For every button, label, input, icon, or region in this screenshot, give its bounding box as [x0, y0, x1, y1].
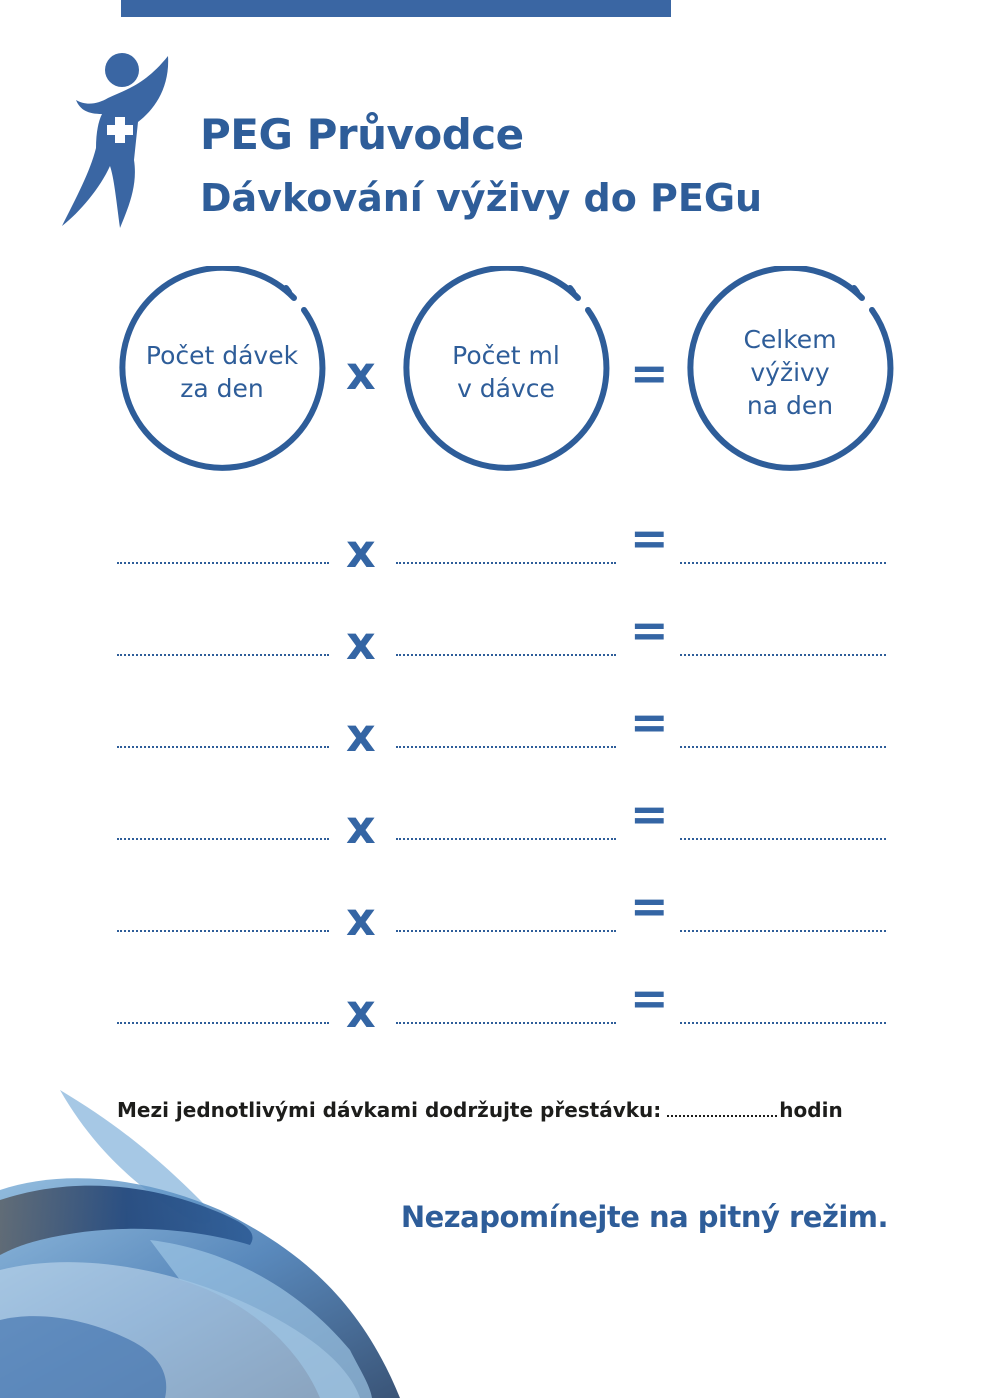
doses-field[interactable]	[117, 746, 329, 748]
doses-field[interactable]	[117, 930, 329, 932]
doses-per-day-label: Počet dávek za den	[145, 341, 299, 403]
doses-field[interactable]	[117, 1022, 329, 1024]
total-field[interactable]	[680, 746, 886, 748]
total-field[interactable]	[680, 562, 886, 564]
multiply-sign: x	[346, 984, 376, 1038]
equals-sign: =	[630, 511, 669, 565]
equals-sign: =	[630, 787, 669, 841]
equals-sign: =	[630, 879, 669, 933]
break-hours-field[interactable]	[667, 1115, 777, 1117]
multiply-sign: x	[346, 708, 376, 762]
ml-field[interactable]	[396, 838, 616, 840]
multiply-sign: x	[346, 892, 376, 946]
ml-field[interactable]	[396, 930, 616, 932]
total-per-day-label: Celkem výživy na den	[743, 324, 837, 420]
page-title: PEG Průvodce	[200, 110, 524, 159]
doses-field[interactable]	[117, 654, 329, 656]
total-field[interactable]	[680, 838, 886, 840]
ml-field[interactable]	[396, 746, 616, 748]
equals-sign: =	[630, 346, 669, 400]
total-field[interactable]	[680, 930, 886, 932]
equals-sign: =	[630, 695, 669, 749]
doses-field[interactable]	[117, 838, 329, 840]
hydration-reminder: Nezapomínejte na pitný režim.	[400, 1200, 888, 1234]
equals-sign: =	[630, 971, 669, 1025]
person-with-cross-logo-icon	[58, 48, 176, 230]
break-note-unit: hodin	[779, 1098, 843, 1122]
ml-field[interactable]	[396, 654, 616, 656]
multiply-sign: x	[346, 616, 376, 670]
blue-brush-stroke	[0, 1080, 420, 1398]
total-field[interactable]	[680, 654, 886, 656]
doses-field[interactable]	[117, 562, 329, 564]
multiply-sign: x	[346, 800, 376, 854]
multiply-sign: x	[346, 524, 376, 578]
multiply-sign: x	[346, 346, 376, 400]
ml-field[interactable]	[396, 1022, 616, 1024]
equals-sign: =	[630, 603, 669, 657]
page-subtitle: Dávkování výživy do PEGu	[200, 176, 763, 220]
doses-per-day-circle	[116, 266, 328, 478]
total-per-day-circle	[684, 266, 896, 478]
ml-per-dose-circle	[400, 266, 612, 478]
ml-per-dose-label: Počet ml v dávce	[452, 341, 560, 403]
ml-field[interactable]	[396, 562, 616, 564]
top-accent-bar	[121, 0, 671, 17]
break-note-text: Mezi jednotlivými dávkami dodržujte přestávku:	[117, 1098, 662, 1122]
total-field[interactable]	[680, 1022, 886, 1024]
